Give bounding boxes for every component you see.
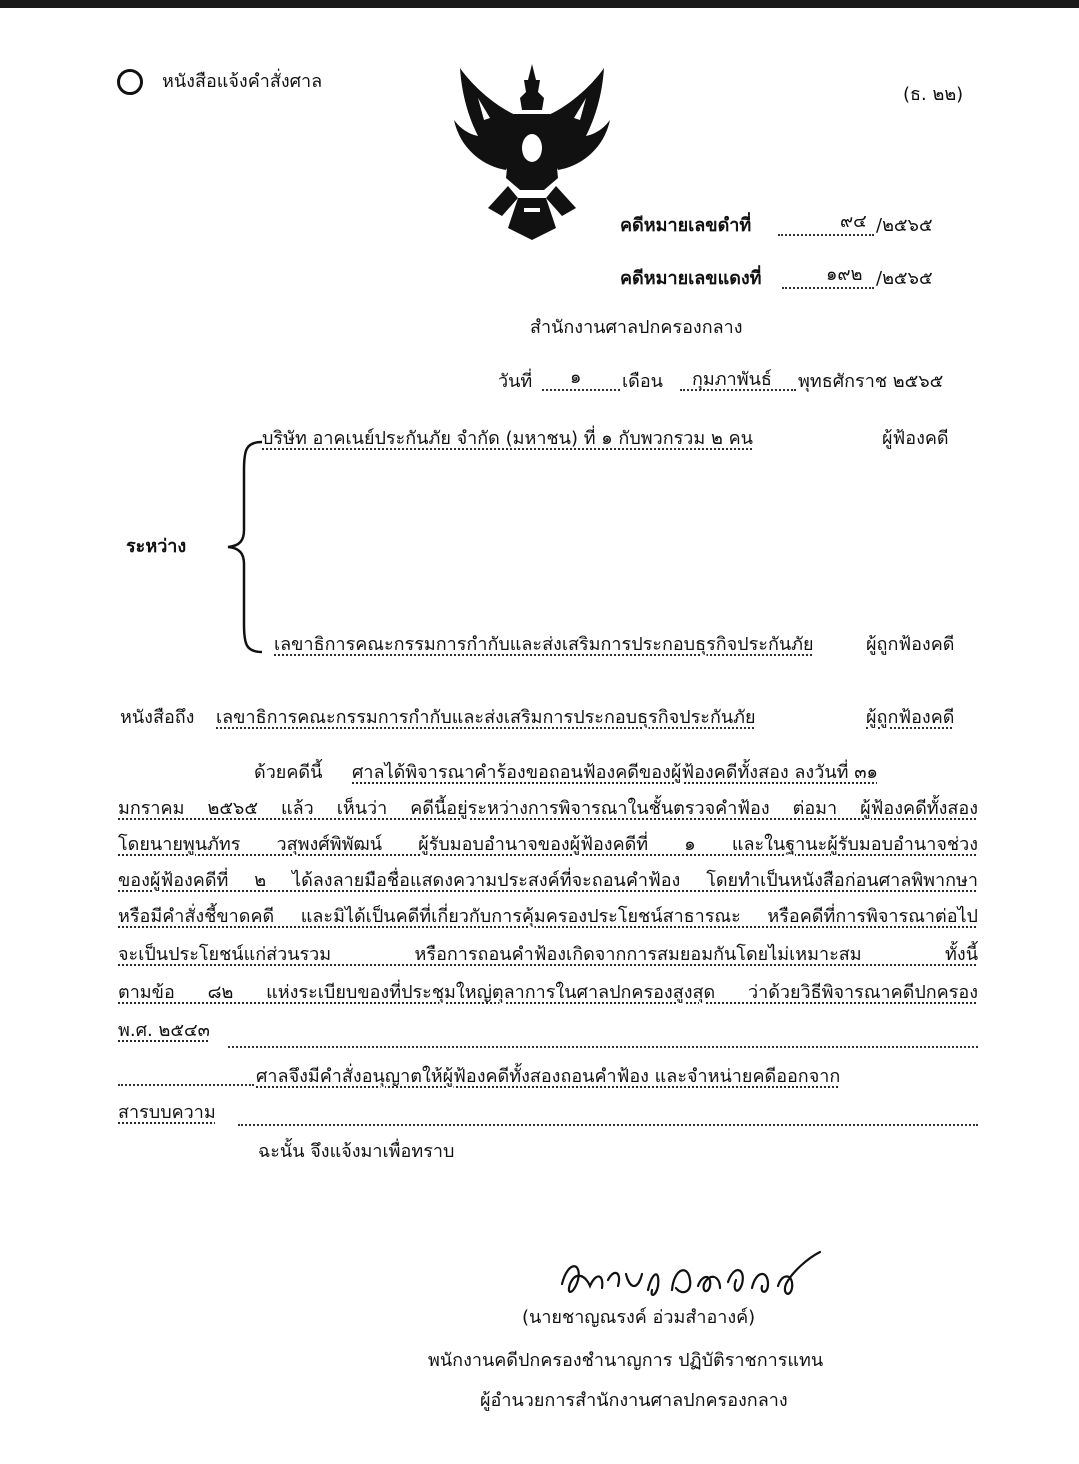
- order-line-1: ศาลจึงมีคำสั่งอนุญาตให้ผู้ฟ้องคดีทั้งสองถอนคำฟ้อง และจำหน่ายคดีออกจาก: [256, 1066, 841, 1087]
- signer-title-2: ผู้อำนวยการสำนักงานศาลปกครองกลาง: [480, 1390, 788, 1411]
- defendant-role: ผู้ถูกฟ้องคดี: [866, 634, 955, 655]
- plaintiff-role: ผู้ฟ้องคดี: [882, 428, 949, 449]
- signer-name: (นายชาญณรงค์ อ่วมสำอางค์): [522, 1307, 756, 1328]
- between-brace: [222, 440, 266, 654]
- red-number-leader: [782, 287, 874, 289]
- signer-title-1: พนักงานคดีปกครองชำนาญการ ปฏิบัติราชการแทน: [428, 1350, 824, 1371]
- date-month-label: เดือน: [622, 371, 663, 392]
- handwritten-signature: [556, 1250, 836, 1306]
- body-line-3: โดยนายพูนภัทร วสุพงศ์พิพัฒน์ ผู้รับมอบอำนาจของผู้ฟ้องคดีที่ ๑ และในฐานะผู้รับมอบอำนาจช่วง: [118, 834, 978, 855]
- top-edge-bar: [0, 0, 1079, 8]
- body-line-6: จะเป็นประโยชน์แก่ส่วนรวม หรือการถอนคำฟ้องเกิดจากการสมยอมกันโดยไม่เหมาะสม ทั้งนี้: [118, 944, 978, 965]
- date-year: พุทธศักราช ๒๕๖๕: [798, 371, 944, 392]
- black-case-number: ๙๔: [840, 211, 867, 232]
- body-line-4: ของผู้ฟ้องคดีที่ ๒ ได้ลงลายมือชื่อแสดงความประสงค์ที่จะถอนคำฟ้อง โดยทำเป็นหนังสือก่อนศาลพิพากษา: [118, 870, 978, 891]
- day-leader: [542, 389, 620, 391]
- black-case-label: คดีหมายเลขดำที่: [620, 215, 752, 236]
- body-line-5: หรือมีคำสั่งชี้ขาดคดี และมิได้เป็นคดีที่เกี่ยวกับการคุ้มครองประโยชน์สาธารณะ หรือคดีที่การพิจารณาต่อไป: [118, 906, 978, 927]
- defendant-name: เลขาธิการคณะกรรมการกำกับและส่งเสริมการประกอบธุรกิจประกันภัย: [274, 634, 814, 655]
- garuda-emblem-icon: [448, 58, 616, 240]
- body-line-7: ตามข้อ ๘๒ แห่งระเบียบของที่ประชุมใหญ่ตุลาการในศาลปกครองสูงสุด ว่าด้วยวิธีพิจารณาคดีปกครอง: [118, 982, 978, 1003]
- fill-leader-3: [238, 1124, 978, 1126]
- body-line-1: ศาลได้พิจารณาคำร้องขอถอนฟ้องคดีของผู้ฟ้องคดีทั้งสอง ลงวันที่ ๓๑: [352, 762, 878, 783]
- date-month: กุมภาพันธ์: [692, 369, 772, 390]
- order-line-2: สารบบความ: [118, 1102, 216, 1123]
- date-day-label: วันที่: [498, 371, 533, 392]
- document-type: หนังสือแจ้งคำสั่งศาล: [162, 71, 323, 92]
- body-line-8: พ.ศ. ๒๕๔๓: [118, 1020, 210, 1041]
- body-intro: ด้วยคดีนี้: [254, 762, 323, 783]
- plaintiff-name: บริษัท อาคเนย์ประกันภัย จำกัด (มหาชน) ที่ ๑ กับพวกรวม ๒ คน: [262, 428, 753, 449]
- closing-text: ฉะนั้น จึงแจ้งมาเพื่อทราบ: [258, 1141, 455, 1162]
- addressee-name: เลขาธิการคณะกรรมการกำกับและส่งเสริมการประกอบธุรกิจประกันภัย: [216, 707, 756, 728]
- red-case-year: /๒๕๖๕: [876, 268, 933, 289]
- addressee-role: ผู้ถูกฟ้องคดี: [866, 707, 955, 728]
- circle-mark-icon: [117, 69, 143, 95]
- body-line-2: มกราคม ๒๕๖๕ แล้ว เห็นว่า คดีนี้อยู่ระหว่างการพิจารณาในชั้นตรวจคำฟ้อง ต่อมา ผู้ฟ้องคดีทั้งสอง: [118, 798, 978, 819]
- black-case-year: /๒๕๖๕: [876, 215, 933, 236]
- between-label: ระหว่าง: [126, 536, 187, 557]
- fill-leader-1: [228, 1046, 978, 1048]
- form-code: (ธ. ๒๒): [903, 84, 964, 105]
- court-office: สำนักงานศาลปกครองกลาง: [530, 317, 743, 338]
- date-day: ๑: [570, 367, 582, 388]
- red-case-number: ๑๙๒: [826, 264, 863, 285]
- red-case-label: คดีหมายเลขแดงที่: [620, 268, 762, 289]
- black-number-leader: [778, 234, 874, 236]
- fill-leader-2: [118, 1084, 254, 1086]
- addressee-label: หนังสือถึง: [120, 707, 195, 728]
